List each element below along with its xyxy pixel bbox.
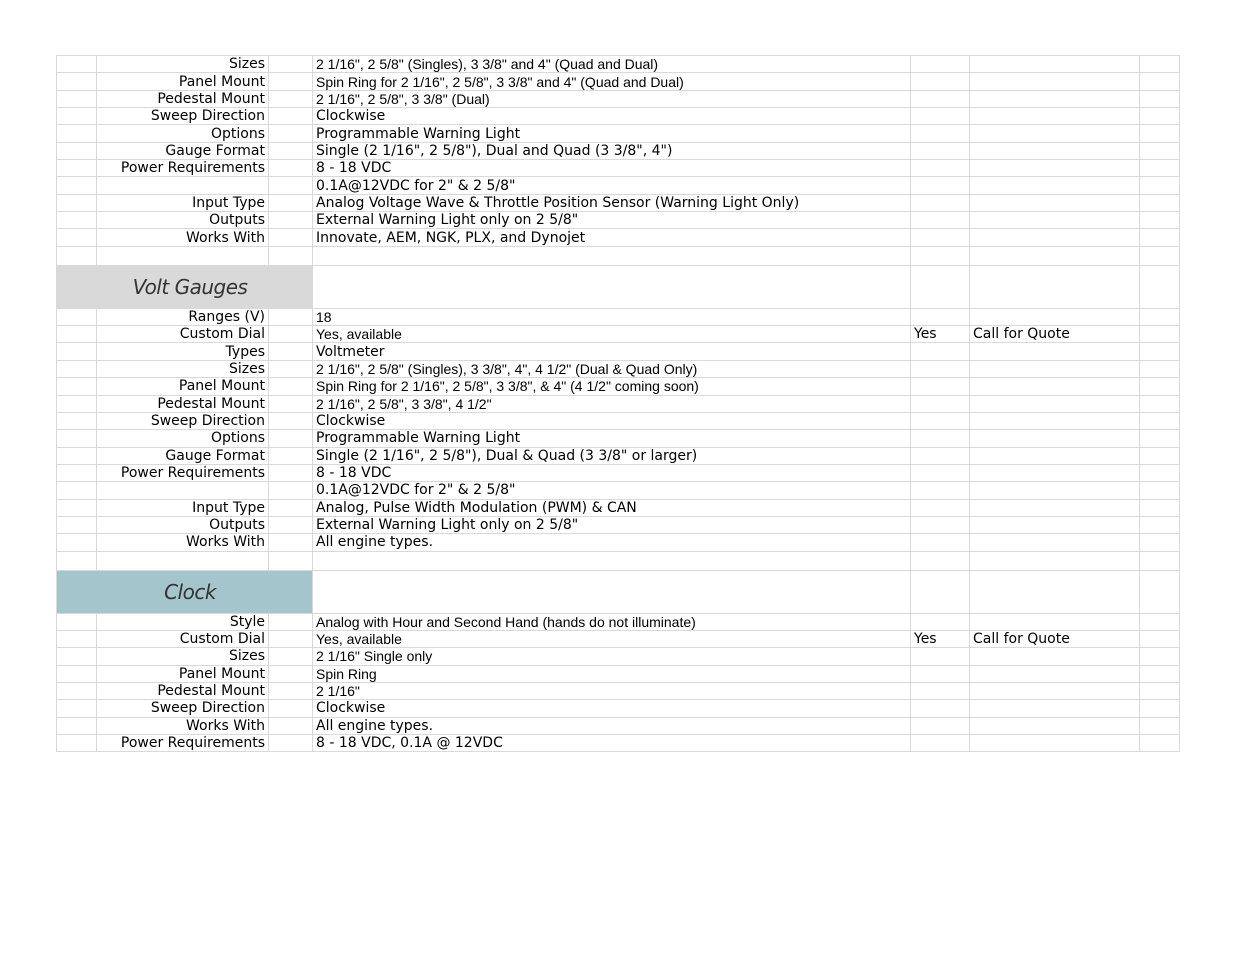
spec-pricing-note [970,90,1140,107]
spec-pricing-note [970,534,1140,551]
row-end-cell [1140,735,1180,752]
blank-row [57,246,1180,265]
spacer-cell [269,108,313,125]
spec-availability [911,735,970,752]
spec-value: Spin Ring [313,665,911,682]
row-end-cell [1140,430,1180,447]
blank-cell [313,551,911,570]
row-gutter-cell [57,326,97,343]
blank-cell [97,551,269,570]
row-gutter-cell [57,534,97,551]
blank-row [57,551,1180,570]
row-gutter-cell [57,378,97,395]
spec-label: Works With [97,534,269,551]
row-end-cell [1140,108,1180,125]
row-end-cell [1140,326,1180,343]
row-end-cell [1140,212,1180,229]
spec-pricing-note [970,482,1140,499]
spec-row [57,194,1180,211]
spec-value: Programmable Warning Light [313,430,911,447]
section-empty-cell [911,570,970,613]
spec-availability [911,464,970,481]
blank-cell [970,246,1140,265]
row-end-cell [1140,360,1180,377]
spacer-cell [269,177,313,194]
spacer-cell [269,90,313,107]
spacer-cell [269,308,313,325]
spec-row [57,160,1180,177]
spec-availability [911,125,970,142]
spec-value: Innovate, AEM, NGK, PLX, and Dynojet [313,229,911,246]
section-empty-cell [911,265,970,308]
row-gutter-cell [57,430,97,447]
spacer-cell [269,717,313,734]
spec-availability [911,700,970,717]
spec-pricing-note [970,464,1140,481]
row-end-cell [1140,682,1180,699]
spec-availability [911,412,970,429]
spec-pricing-note [970,125,1140,142]
spec-pricing-note: Call for Quote [970,326,1140,343]
row-gutter-cell [57,160,97,177]
spec-availability [911,516,970,533]
row-gutter-cell [57,125,97,142]
row-gutter-cell [57,717,97,734]
spec-availability [911,360,970,377]
spec-row [57,682,1180,699]
row-gutter-cell [57,464,97,481]
spec-value: Spin Ring for 2 1/16", 2 5/8", 3 3/8", & 4" (4 1/2" coming soon) [313,378,911,395]
row-end-cell [1140,378,1180,395]
spec-availability [911,308,970,325]
spec-label: Gauge Format [97,447,269,464]
spec-availability: Yes [911,326,970,343]
blank-cell [57,551,97,570]
row-gutter-cell [57,56,97,73]
row-gutter-cell [57,142,97,159]
blank-cell [911,246,970,265]
spec-availability [911,160,970,177]
spacer-cell [269,648,313,665]
spec-label: Power Requirements [97,160,269,177]
spec-label: Options [97,125,269,142]
row-gutter-cell [57,108,97,125]
spec-availability [911,90,970,107]
spec-value: 2 1/16" [313,682,911,699]
spec-pricing-note [970,177,1140,194]
spacer-cell [269,735,313,752]
spec-availability [911,534,970,551]
section-header-row [57,570,1180,613]
spec-value: 8 - 18 VDC, 0.1A @ 12VDC [313,735,911,752]
section-empty-cell [313,570,911,613]
spec-pricing-note [970,395,1140,412]
spec-availability [911,177,970,194]
spec-label [97,482,269,499]
spec-value: 0.1A@12VDC for 2" & 2 5/8" [313,482,911,499]
spec-pricing-note [970,160,1140,177]
spec-row [57,90,1180,107]
row-end-cell [1140,412,1180,429]
spec-availability [911,194,970,211]
spec-availability [911,717,970,734]
spec-pricing-note [970,378,1140,395]
row-gutter-cell [57,73,97,90]
blank-cell [97,246,269,265]
spec-row [57,412,1180,429]
spacer-cell [269,343,313,360]
row-end-cell [1140,308,1180,325]
spec-pricing-note [970,56,1140,73]
spec-availability [911,447,970,464]
spec-value: 0.1A@12VDC for 2" & 2 5/8" [313,177,911,194]
spacer-cell [269,360,313,377]
row-gutter-cell [57,665,97,682]
spec-row [57,73,1180,90]
spacer-cell [269,212,313,229]
spacer-cell [269,412,313,429]
row-end-cell [1140,482,1180,499]
spec-value: Programmable Warning Light [313,125,911,142]
spec-label: Power Requirements [97,464,269,481]
spec-row [57,308,1180,325]
blank-cell [1140,246,1180,265]
spec-row [57,717,1180,734]
spec-label: Sizes [97,56,269,73]
spec-availability: Yes [911,630,970,647]
spec-pricing-note [970,682,1140,699]
blank-cell [911,551,970,570]
spacer-cell [269,378,313,395]
spec-availability [911,648,970,665]
row-end-cell [1140,648,1180,665]
spec-row [57,326,1180,343]
row-gutter-cell [57,682,97,699]
spec-row [57,516,1180,533]
section-empty-cell [970,265,1140,308]
spec-value: Analog with Hour and Second Hand (hands do not illuminate) [313,613,911,630]
row-end-cell [1140,499,1180,516]
spec-value: Single (2 1/16", 2 5/8"), Dual & Quad (3 3/8" or larger) [313,447,911,464]
spec-availability [911,395,970,412]
spec-row [57,735,1180,752]
spec-availability [911,73,970,90]
spec-label: Input Type [97,499,269,516]
row-gutter-cell [57,499,97,516]
spacer-cell [269,700,313,717]
row-end-cell [1140,464,1180,481]
spacer-cell [269,73,313,90]
blank-cell [269,246,313,265]
spacer-cell [269,395,313,412]
row-end-cell [1140,56,1180,73]
spec-pricing-note [970,665,1140,682]
spacer-cell [269,125,313,142]
spacer-cell [269,56,313,73]
spec-row [57,630,1180,647]
spec-label: Custom Dial [97,630,269,647]
spacer-cell [269,682,313,699]
row-gutter-cell [57,648,97,665]
spec-value: 2 1/16", 2 5/8" (Singles), 3 3/8" and 4" (Quad and Dual) [313,56,911,73]
spec-pricing-note [970,343,1140,360]
row-gutter-cell [57,630,97,647]
spacer-cell [269,464,313,481]
row-end-cell [1140,534,1180,551]
spec-row [57,665,1180,682]
spec-row [57,499,1180,516]
spec-label: Style [97,613,269,630]
spec-row [57,464,1180,481]
spec-row [57,700,1180,717]
spec-pricing-note: Call for Quote [970,630,1140,647]
spec-availability [911,682,970,699]
row-end-cell [1140,665,1180,682]
spec-pricing-note [970,108,1140,125]
spec-pricing-note [970,648,1140,665]
spec-label: Panel Mount [97,665,269,682]
row-gutter-cell [57,90,97,107]
row-end-cell [1140,142,1180,159]
spec-label: Types [97,343,269,360]
spec-label: Power Requirements [97,735,269,752]
spec-row [57,534,1180,551]
spec-pricing-note [970,73,1140,90]
spec-availability [911,499,970,516]
spec-availability [911,343,970,360]
blank-cell [269,551,313,570]
spec-pricing-note [970,212,1140,229]
spec-availability [911,665,970,682]
row-gutter-cell [57,516,97,533]
spacer-cell [269,326,313,343]
row-end-cell [1140,177,1180,194]
spec-row [57,142,1180,159]
spec-value: Analog, Pulse Width Modulation (PWM) & CAN [313,499,911,516]
blank-cell [1140,551,1180,570]
spacer-cell [269,516,313,533]
row-end-cell [1140,160,1180,177]
spec-row [57,360,1180,377]
spec-row [57,648,1180,665]
spec-label: Ranges (V) [97,308,269,325]
spec-value: Yes, available [313,326,911,343]
row-gutter-cell [57,700,97,717]
spec-row [57,177,1180,194]
spec-pricing-note [970,194,1140,211]
spec-sheet-body [57,56,1180,752]
spec-row [57,447,1180,464]
row-end-cell [1140,90,1180,107]
spec-availability [911,56,970,73]
spec-pricing-note [970,142,1140,159]
section-header-row [57,265,1180,308]
row-end-cell [1140,125,1180,142]
spec-availability [911,108,970,125]
spec-value: 18 [313,308,911,325]
row-gutter-cell [57,447,97,464]
spec-label: Custom Dial [97,326,269,343]
spacer-cell [269,430,313,447]
row-end-cell [1140,717,1180,734]
spec-row [57,125,1180,142]
spec-availability [911,229,970,246]
row-end-cell [1140,229,1180,246]
spec-value: External Warning Light only on 2 5/8" [313,516,911,533]
spec-pricing-note [970,308,1140,325]
row-gutter-cell [57,229,97,246]
spec-label: Sweep Direction [97,700,269,717]
spec-availability [911,613,970,630]
section-title: Volt Gauges [57,265,313,308]
section-title: Clock [57,570,313,613]
spec-value: Spin Ring for 2 1/16", 2 5/8", 3 3/8" and 4" (Quad and Dual) [313,73,911,90]
spec-pricing-note [970,430,1140,447]
row-end-cell [1140,613,1180,630]
spec-row [57,108,1180,125]
spacer-cell [269,499,313,516]
spec-pricing-note [970,717,1140,734]
row-end-cell [1140,700,1180,717]
blank-cell [970,551,1140,570]
spacer-cell [269,613,313,630]
spec-label: Gauge Format [97,142,269,159]
spec-label: Pedestal Mount [97,90,269,107]
section-empty-cell [1140,265,1180,308]
spec-label: Sizes [97,360,269,377]
spec-label: Sweep Direction [97,412,269,429]
spec-availability [911,482,970,499]
spec-row [57,430,1180,447]
spec-label: Sizes [97,648,269,665]
spacer-cell [269,447,313,464]
blank-cell [313,246,911,265]
row-gutter-cell [57,343,97,360]
spec-pricing-note [970,613,1140,630]
row-gutter-cell [57,735,97,752]
row-gutter-cell [57,177,97,194]
spec-value: 8 - 18 VDC [313,464,911,481]
row-gutter-cell [57,395,97,412]
spec-label: Input Type [97,194,269,211]
spec-label [97,177,269,194]
spacer-cell [269,630,313,647]
row-gutter-cell [57,194,97,211]
spec-sheet-table [56,55,1180,752]
spec-label: Outputs [97,516,269,533]
spec-value: Clockwise [313,108,911,125]
spacer-cell [269,482,313,499]
spec-value: Clockwise [313,700,911,717]
row-end-cell [1140,447,1180,464]
row-gutter-cell [57,613,97,630]
section-empty-cell [1140,570,1180,613]
spec-value: Yes, available [313,630,911,647]
spec-value: All engine types. [313,534,911,551]
spec-value: 8 - 18 VDC [313,160,911,177]
spec-value: Voltmeter [313,343,911,360]
spec-value: Single (2 1/16", 2 5/8"), Dual and Quad (3 3/8", 4") [313,142,911,159]
spec-label: Sweep Direction [97,108,269,125]
row-gutter-cell [57,212,97,229]
spec-value: Clockwise [313,412,911,429]
spec-availability [911,378,970,395]
spec-pricing-note [970,499,1140,516]
row-gutter-cell [57,482,97,499]
spec-label: Works With [97,229,269,246]
spec-availability [911,430,970,447]
spacer-cell [269,665,313,682]
row-end-cell [1140,395,1180,412]
spec-availability [911,212,970,229]
spec-value: Analog Voltage Wave & Throttle Position Sensor (Warning Light Only) [313,194,911,211]
spec-value: All engine types. [313,717,911,734]
row-gutter-cell [57,412,97,429]
spec-pricing-note [970,735,1140,752]
spec-label: Options [97,430,269,447]
spacer-cell [269,194,313,211]
spec-availability [911,142,970,159]
spacer-cell [269,534,313,551]
row-end-cell [1140,343,1180,360]
spacer-cell [269,142,313,159]
row-end-cell [1140,194,1180,211]
spec-row [57,482,1180,499]
spec-row [57,343,1180,360]
spec-label: Outputs [97,212,269,229]
spacer-cell [269,229,313,246]
row-end-cell [1140,630,1180,647]
spec-label: Panel Mount [97,378,269,395]
row-end-cell [1140,73,1180,90]
spec-pricing-note [970,516,1140,533]
spec-value: 2 1/16" Single only [313,648,911,665]
spec-row [57,395,1180,412]
spec-pricing-note [970,229,1140,246]
spec-pricing-note [970,360,1140,377]
spec-row [57,378,1180,395]
section-empty-cell [313,265,911,308]
row-gutter-cell [57,360,97,377]
spec-pricing-note [970,700,1140,717]
spec-row [57,56,1180,73]
spec-label: Pedestal Mount [97,395,269,412]
spec-label: Pedestal Mount [97,682,269,699]
spacer-cell [269,160,313,177]
spec-row [57,212,1180,229]
blank-cell [57,246,97,265]
row-end-cell [1140,516,1180,533]
spec-value: 2 1/16", 2 5/8", 3 3/8" (Dual) [313,90,911,107]
spec-label: Works With [97,717,269,734]
row-gutter-cell [57,308,97,325]
spec-pricing-note [970,412,1140,429]
spec-row [57,229,1180,246]
spec-value: External Warning Light only on 2 5/8" [313,212,911,229]
spec-value: 2 1/16", 2 5/8" (Singles), 3 3/8", 4", 4 1/2" (Dual & Quad Only) [313,360,911,377]
section-empty-cell [970,570,1140,613]
spec-row [57,613,1180,630]
spec-label: Panel Mount [97,73,269,90]
spec-value: 2 1/16", 2 5/8", 3 3/8", 4 1/2" [313,395,911,412]
spec-pricing-note [970,447,1140,464]
